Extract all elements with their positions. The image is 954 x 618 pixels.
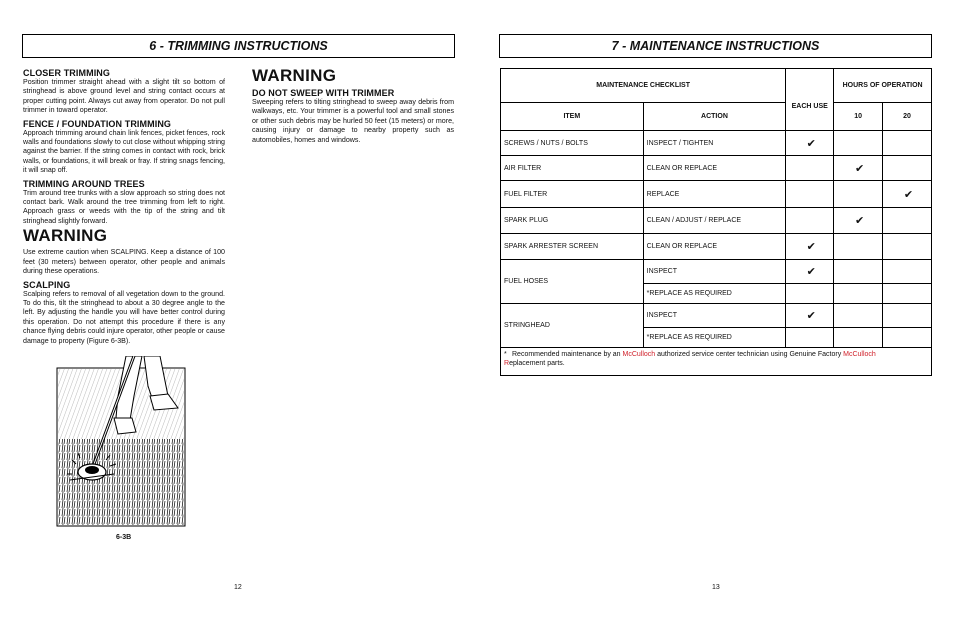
footnote-pre: Recommended maintenance by an	[512, 351, 623, 358]
action-cell: *REPLACE AS REQUIRED	[643, 284, 786, 304]
check-cell-20: ✔	[883, 181, 932, 208]
table-row	[501, 260, 932, 284]
check-cell-each: ✔	[786, 304, 834, 328]
each-use-header: EACH USE	[786, 69, 834, 131]
left-column-1	[23, 68, 225, 346]
check-cell-each	[786, 328, 834, 348]
action-cell: CLEAN OR REPLACE	[643, 156, 786, 181]
warning-title-1: WARNING	[23, 226, 108, 246]
right-section-header	[499, 34, 932, 58]
check-cell-20	[883, 131, 932, 156]
item-cell: FUEL FILTER	[501, 181, 644, 208]
check-cell-10: ✔	[834, 156, 883, 181]
item-cell: SPARK PLUG	[501, 208, 644, 234]
item-cell: AIR FILTER	[501, 156, 644, 181]
action-cell: INSPECT	[643, 304, 786, 328]
check-cell-each: ✔	[786, 260, 834, 284]
maintenance-table	[500, 68, 932, 376]
left-section-title: 6 - TRIMMING INSTRUCTIONS	[149, 39, 328, 53]
footnote-mid: authorized service center technician using Genuine Factory	[655, 351, 844, 358]
table-row	[501, 156, 932, 181]
warning-title-2: WARNING	[252, 66, 337, 85]
item-cell: SPARK ARRESTER SCREEN	[501, 234, 644, 260]
check-cell-10	[834, 328, 883, 348]
check-cell-each: ✔	[786, 131, 834, 156]
action-cell: INSPECT	[643, 260, 786, 284]
check-cell-each	[786, 156, 834, 181]
action-cell: INSPECT / TIGHTEN	[643, 131, 786, 156]
action-header: ACTION	[643, 103, 786, 131]
footnote-r: R	[504, 360, 510, 367]
item-cell: SCREWS / NUTS / BOLTS	[501, 131, 644, 156]
check-cell-each	[786, 284, 834, 304]
footnote-brand-2: McCulloch	[843, 351, 876, 358]
table-row	[501, 304, 932, 328]
warning-text-1: Use extreme caution when SCALPING. Keep a distance of 100 feet (30 meters) between operator, other people and animals during these operations.	[23, 248, 225, 276]
item-cell: FUEL HOSES	[501, 260, 644, 304]
item-header: ITEM	[501, 103, 644, 131]
footnote-post: eplacement parts.	[509, 360, 565, 367]
fence-trimming-text: Approach trimming around chain link fences, picket fences, rock walls and foundations slowly to cut close without whipping string against the barrier. If the string comes in contact with rock, brick walls, or foundations, it will break or fray. If string snags fencing, it will snap off.	[23, 128, 225, 175]
trees-trimming-text: Trim around tree trunks with a slow approach so string does not contact bark. Walk around the tree trimming from left to right. Approach grass or weeds with the tip of the string and tilt stringhead slightly forward.	[23, 188, 225, 225]
check-cell-20	[883, 284, 932, 304]
check-cell-20	[883, 260, 932, 284]
page-number-right: 13	[712, 584, 720, 591]
footnote-star: *	[504, 351, 507, 358]
check-cell-20	[883, 156, 932, 181]
scalping-text: Scalping refers to removal of all vegetation down to the ground. To do this, tilt the stringhead to about a 30 degree angle to the left. By adjusting the handle you will have better control during this operation. Do not attempt this procedure if there is any chance flying debris could injure operator, other people or cause damage to property (Figure 6-3B).	[23, 289, 225, 345]
hours-header: HOURS OF OPERATION	[834, 69, 932, 103]
fence-trimming-heading: FENCE / FOUNDATION TRIMMING	[23, 118, 172, 129]
table-row	[501, 208, 932, 234]
footnote-brand-1: McCulloch	[622, 351, 656, 358]
checklist-header: MAINTENANCE CHECKLIST	[501, 69, 786, 103]
check-cell-10	[834, 234, 883, 260]
no-sweep-text: Sweeping refers to tilting stringhead to sweep away debris from walkways, etc. Your trimmer is a powerful tool and small stones or other such debris may be hurled 50 feet (15 meters) or more, causing injury or damage to nearby property such as automobiles, homes and windows.	[252, 98, 454, 144]
check-cell-10: ✔	[834, 208, 883, 234]
check-cell-each	[786, 208, 834, 234]
check-cell-10	[834, 284, 883, 304]
table-row	[501, 181, 932, 208]
hours-10-header: 10	[834, 103, 883, 131]
check-cell-each: ✔	[786, 234, 834, 260]
no-sweep-heading: DO NOT SWEEP WITH TRIMMER	[252, 88, 395, 98]
closer-trimming-text: Position trimmer straight ahead with a slight tilt so bottom of stringhead is above ground level and string contact occurs at proper cutting point. Always cut away from operator. Do not pull trimmer in toward operator.	[23, 78, 225, 115]
check-cell-20	[883, 208, 932, 234]
trees-trimming-heading: TRIMMING AROUND TREES	[23, 178, 145, 189]
action-cell: CLEAN OR REPLACE	[643, 234, 786, 260]
check-cell-10	[834, 131, 883, 156]
scalping-illustration	[56, 356, 186, 528]
action-cell: CLEAN / ADJUST / REPLACE	[643, 208, 786, 234]
check-cell-10	[834, 304, 883, 328]
closer-trimming-heading: CLOSER TRIMMING	[23, 68, 110, 78]
check-cell-20	[883, 304, 932, 328]
left-column-2	[252, 66, 454, 145]
right-section-title: 7 - MAINTENANCE INSTRUCTIONS	[611, 39, 820, 53]
left-section-header	[22, 34, 455, 58]
figure-caption: 6-3B	[116, 534, 132, 541]
action-cell: REPLACE	[643, 181, 786, 208]
check-cell-10	[834, 181, 883, 208]
check-cell-10	[834, 260, 883, 284]
check-cell-20	[883, 328, 932, 348]
page-number-left: 12	[234, 584, 242, 591]
footnote	[501, 348, 932, 376]
table-row	[501, 131, 932, 156]
item-cell: STRINGHEAD	[501, 304, 644, 348]
check-cell-each	[786, 181, 834, 208]
scalping-heading: SCALPING	[23, 279, 71, 290]
hours-20-header: 20	[883, 103, 932, 131]
table-row	[501, 234, 932, 260]
action-cell: *REPLACE AS REQUIRED	[643, 328, 786, 348]
check-cell-20	[883, 234, 932, 260]
